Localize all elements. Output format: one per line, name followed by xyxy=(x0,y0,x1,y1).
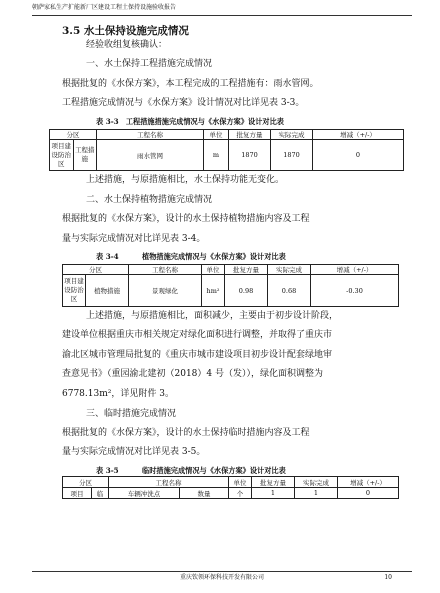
table-header: 批复方量 xyxy=(229,130,271,140)
table2-note: 建设单位根据重庆市相关规定对绿化面积进行调整，并取得了重庆市 xyxy=(62,330,333,340)
actual-cell: 1 xyxy=(295,488,338,499)
table-caption-number: 表 3-4 xyxy=(96,252,119,261)
diff-cell: -0.30 xyxy=(311,275,399,307)
actual-cell: 0.68 xyxy=(268,275,311,307)
table-header: 单位 xyxy=(204,130,229,140)
table-header: 单位 xyxy=(202,265,225,275)
part3-paragraph: 根据批复的《水保方案》，设计的水土保持临时措施内容及工程 xyxy=(62,428,310,438)
table-row xyxy=(50,140,404,171)
actual-cell: 1870 xyxy=(271,140,313,171)
zone-cell: 项目 xyxy=(63,488,92,499)
quantity-label-cell: 数量 xyxy=(180,488,229,499)
table-header: 实际完成 xyxy=(271,130,313,140)
plant-measures-table xyxy=(62,264,399,307)
part1-heading: 一、水土保持工程措施完成情况 xyxy=(86,59,213,69)
diff-cell: 0 xyxy=(313,140,404,171)
table-header: 分区 xyxy=(50,130,97,140)
table-header: 批复方量 xyxy=(225,265,268,275)
sub-zone-cell: 植物措施 xyxy=(86,275,129,307)
intro-text: 经验收组复核确认： xyxy=(86,40,168,50)
table2-note: 查意见书》（重园渝北建初（2018）4 号（发）），绿化面积调整为 xyxy=(62,369,323,379)
table-header: 实际完成 xyxy=(268,265,311,275)
table-header: 分区 xyxy=(63,477,109,488)
table1-note: 上述措施，与原措施相比，水土保持功能无变化。 xyxy=(86,175,285,185)
part1-paragraph: 根据批复的《水保方案》，本工程完成的工程措施有：雨水管网。 xyxy=(62,79,319,89)
temporary-measures-table xyxy=(62,476,399,499)
table2-note: 6778.13m²，详见附件 3。 xyxy=(62,389,174,399)
table-header: 批复方量 xyxy=(252,477,295,488)
table-row xyxy=(63,488,399,499)
sub-zone-cell: 临 xyxy=(92,488,109,499)
table-row xyxy=(63,275,399,307)
table-header: 工程名称 xyxy=(109,477,229,488)
part3-paragraph: 量与实际完成情况对比详见表 3-5。 xyxy=(62,447,206,457)
part1-paragraph: 工程措施完成情况与《水保方案》设计情况对比详见表 3-3。 xyxy=(62,98,305,108)
measure-name-cell: 车辆冲洗点 xyxy=(109,488,180,499)
table-caption: 植物措施完成情况与《水保方案》设计对比表 xyxy=(142,252,286,261)
table-header: 单位 xyxy=(229,477,252,488)
part3-heading: 三、临时措施完成情况 xyxy=(86,409,177,419)
table-header: 增减（+/-） xyxy=(311,265,399,275)
table-header: 增减（+/-） xyxy=(338,477,399,488)
footer-company: 重庆钦领环保科技开发有限公司 xyxy=(179,574,264,581)
unit-cell: 个 xyxy=(229,488,252,499)
engineering-measures-table xyxy=(49,129,404,171)
zone-cell: 项目建设防治区 xyxy=(63,275,86,307)
part2-paragraph: 量与实际完成情况对比详见表 3-4。 xyxy=(62,234,206,244)
table-header: 工程名称 xyxy=(129,265,202,275)
measure-name-cell: 景观绿化 xyxy=(129,275,202,307)
table-caption: 表 3-3 工程措施措施完成情况与《水保方案》设计对比表 xyxy=(96,117,284,126)
table-header: 工程名称 xyxy=(97,130,204,140)
section-title: 3.5 水土保持设施完成情况 xyxy=(62,25,189,37)
approved-cell: 0.98 xyxy=(225,275,268,307)
table2-note: 渝北区城市管理局批复的《重庆市城市建设项目初步设计配套绿地审 xyxy=(62,350,333,360)
approved-cell: 1870 xyxy=(229,140,271,171)
sub-zone-cell: 工程措施 xyxy=(73,140,97,171)
unit-cell: hm² xyxy=(202,275,225,307)
table-caption-number: 表 3-5 xyxy=(96,466,119,475)
part2-paragraph: 根据批复的《水保方案》，设计的水土保持植物措施内容及工程 xyxy=(62,214,310,224)
table-caption: 临时措施完成情况与《水保方案》设计对比表 xyxy=(142,466,286,475)
page-footer xyxy=(32,571,412,581)
table-header: 实际完成 xyxy=(295,477,338,488)
page-number: 10 xyxy=(384,574,392,581)
unit-cell: m xyxy=(204,140,229,171)
table-header: 增减（+/-） xyxy=(313,130,404,140)
page-header: 朝萨家私生产扩能新厂区建设工程土保持设施验收报告 xyxy=(32,2,412,16)
zone-cell: 项目建设防治区 xyxy=(50,140,74,171)
measure-name-cell: 雨水管网 xyxy=(97,140,204,171)
part2-heading: 二、水土保持植物措施完成情况 xyxy=(86,195,213,205)
table2-note: 上述措施，与原措施相比，面积减少，主要由于初步设计阶段， xyxy=(86,311,339,321)
table-header: 分区 xyxy=(63,265,129,275)
approved-cell: 1 xyxy=(252,488,295,499)
diff-cell: 0 xyxy=(338,488,399,499)
